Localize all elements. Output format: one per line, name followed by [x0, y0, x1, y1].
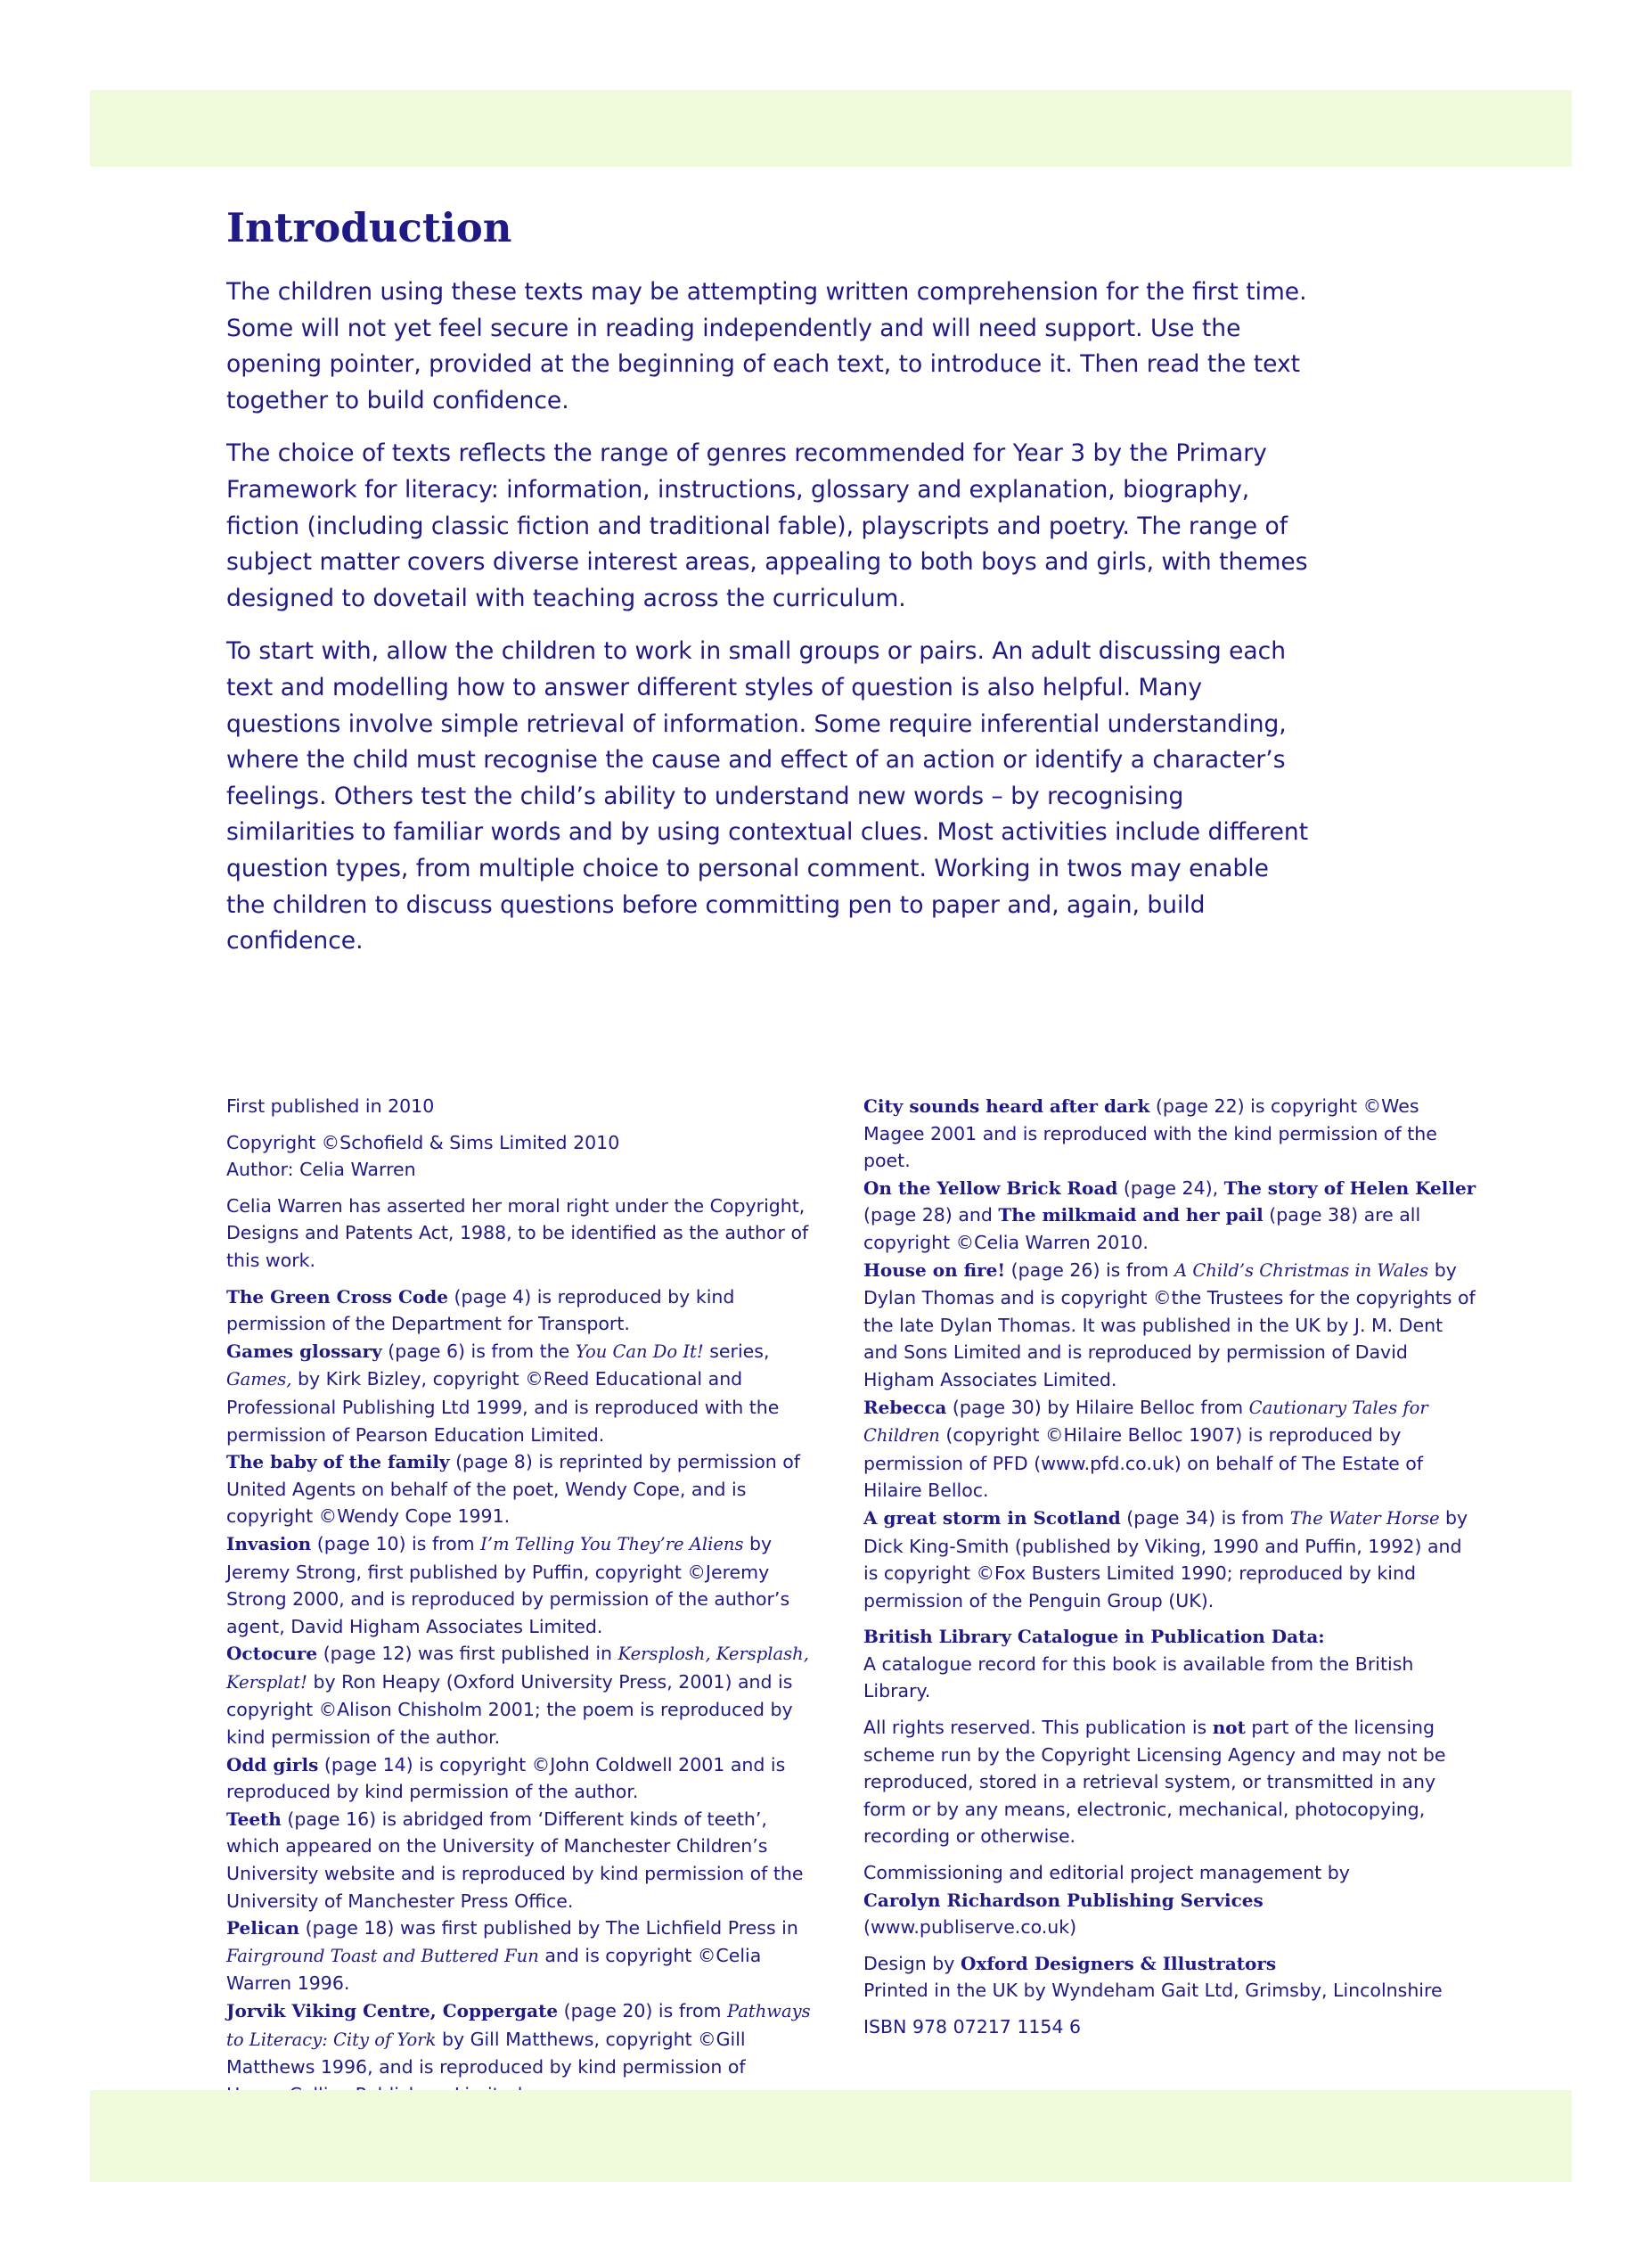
imprint-column-right	[863, 1093, 1478, 2041]
intro-paragraph-2: The choice of texts reflects the range of genres recommended for Year 3 by the Primary Framework for literacy: information, instructions, glossary and explanation, biography, fiction (including classic fiction and traditional fable), playscripts and poetry. The range of subject matter covers diverse interest areas, appealing to both boys and girls, with themes designed to dovetail with teaching across the curriculum.	[226, 439, 1308, 612]
rights-statement: All rights reserved. This publication is not part of the licensing scheme run by the Copyright Licensing Agency and may not be reproduced, stored in a retrieval system, or transmitted in any form or by any means, electronic, mechanical, photocopying, recording or otherwise.	[863, 1717, 1446, 1848]
credit-pelican: Pelican (page 18) was first published by The Lichfield Press in Fairground Toast and Buttered Fun and is copyright ©Celia Warren 1996.	[226, 1917, 798, 1995]
intro-paragraph-1: The children using these texts may be attempting written comprehension for the first time. Some will not yet feel secure in reading independently and will need support. Use the opening pointer, provided at the beginning of each text, to introduce it. Then read the text together to build confidence.	[226, 278, 1307, 414]
credit-baby-of-family: The baby of the family (page 8) is reprinted by permission of United Agents on behalf of the poet, Wendy Cope, and is copyright ©Wendy Cope 1991.	[226, 1451, 801, 1528]
design-credit: Design by Oxford Designers & Illustrators	[863, 1952, 1277, 1974]
project-company: Carolyn Richardson Publishing Services	[863, 1889, 1264, 1911]
project-url: (www.publiserve.co.uk)	[863, 1916, 1077, 1939]
first-published: First published in 2010	[226, 1095, 435, 1117]
credit-jorvik: Jorvik Viking Centre, Coppergate (page 20) is from Pathways to Literacy: City of York by Gill Matthews, copyright ©Gill Matthews 1996, and is reproduced by kind permission of	[226, 2000, 811, 2079]
credit-teeth: Teeth (page 16) is abridged from ‘Different kinds of teeth’, which appeared on the University of Manchester Children’s University website and is reproduced by kind permission of the University of Manchester Press Office.	[226, 1808, 804, 1912]
catalogue-text: A catalogue record for this book is available from the British Library.	[863, 1652, 1414, 1702]
credit-octocure: Octocure (page 12) was first published in Kersplosh, Kersplash, Kersplat! by Ron Heapy (Oxford University Press, 2001) and is copyright ©Alison Chisholm 2001; the poem is reproduced by kind permission of the author.	[226, 1643, 809, 1749]
moral-right: Celia Warren has asserted her moral right under the Copyright, Designs and Patents Act, 1988, to be identified as the author of this work.	[226, 1194, 809, 1271]
isbn-line: ISBN 978 07217 1154 6	[863, 2016, 1082, 2038]
footer-band	[90, 2090, 1572, 2182]
printed-line: Printed in the UK by Wyndeham Gait Ltd, Grimsby, Lincolnshire	[863, 1980, 1443, 2002]
credit-rebecca: Rebecca (page 30) by Hilaire Belloc from Cautionary Tales for Children (copyright ©Hilaire Belloc 1907) is reproduced by permission of PFD (www.pfd.co.uk) on behalf of The Estate of Hilaire Belloc.	[863, 1396, 1428, 1502]
credit-house-on-fire: House on fire! (page 26) is from A Child’s Christmas in Wales by Dylan Thomas and is copyright ©the Trustees for the copyrights of the late Dylan Thomas. It was published in the UK by J. M. Dent and Sons Limited and is reproduced by permission of David Higham Associates Limited.	[863, 1259, 1476, 1390]
author-line: Author: Celia Warren	[226, 1159, 416, 1181]
imprint-column-left	[226, 1093, 814, 2108]
credit-odd-girls: Odd girls (page 14) is copyright ©John Coldwell 2001 and is reproduced by kind permission of the author.	[226, 1753, 786, 1803]
project-management-line: Commissioning and editorial project management by	[863, 1862, 1350, 1884]
credit-games-glossary: Games glossary (page 6) is from the You Can Do It! series, Games, by Kirk Bizley, copyright ©Reed Educational and Professional Publishing Ltd 1999, and is reproduced with the permission of Pearson Education Limited.	[226, 1340, 780, 1446]
introduction-section	[226, 203, 1313, 977]
intro-paragraph-3: To start with, allow the children to work in small groups or pairs. An adult discussing each text and modelling how to answer different styles of question is also helpful. Many questions involve simple retrieval of information. Some require inferential understanding, where the child must recognise the cause and effect of an action or identify a character’s feelings. Others test the child’s ability to understand new words – by recognising similarities to familiar words and by using contextual clues. Most activities include different question types, from multiple choice to personal comment. Working in twos may enable the children to discuss questions before committing pen to paper and, again, build confidence.	[226, 637, 1309, 955]
credit-city-sounds: City sounds heard after dark (page 22) is copyright ©Wes Magee 2001 and is reproduced with the kind permission of the poet.	[863, 1095, 1437, 1172]
catalogue-title: British Library Catalogue in Publication Data:	[863, 1626, 1325, 1648]
credit-invasion: Invasion (page 10) is from I’m Telling You They’re Aliens by Jeremy Strong, first published by Puffin, copyright ©Jeremy Strong 2000, and is reproduced by permission of the author’s agent, David Higham Associates Limited.	[226, 1532, 790, 1637]
credit-great-storm: A great storm in Scotland (page 34) is from The Water Horse by Dick King-Smith (published by Viking, 1990 and Puffin, 1992) and is copyright ©Fox Busters Limited 1990; reproduced by kind permission of the Penguin Group (UK).	[863, 1506, 1468, 1611]
page-title: Introduction	[226, 204, 512, 251]
credit-yellow-brick-road: On the Yellow Brick Road (page 24), The story of Helen Keller (page 28) and The milkmaid and her pail (page 38) are all copyright ©Celia Warren 2010.	[863, 1177, 1476, 1253]
credit-green-cross: The Green Cross Code (page 4) is reproduced by kind permission of the Department for Transport.	[226, 1285, 735, 1335]
header-band	[90, 90, 1572, 167]
copyright-line: Copyright ©Schofield & Sims Limited 2010	[226, 1131, 620, 1153]
